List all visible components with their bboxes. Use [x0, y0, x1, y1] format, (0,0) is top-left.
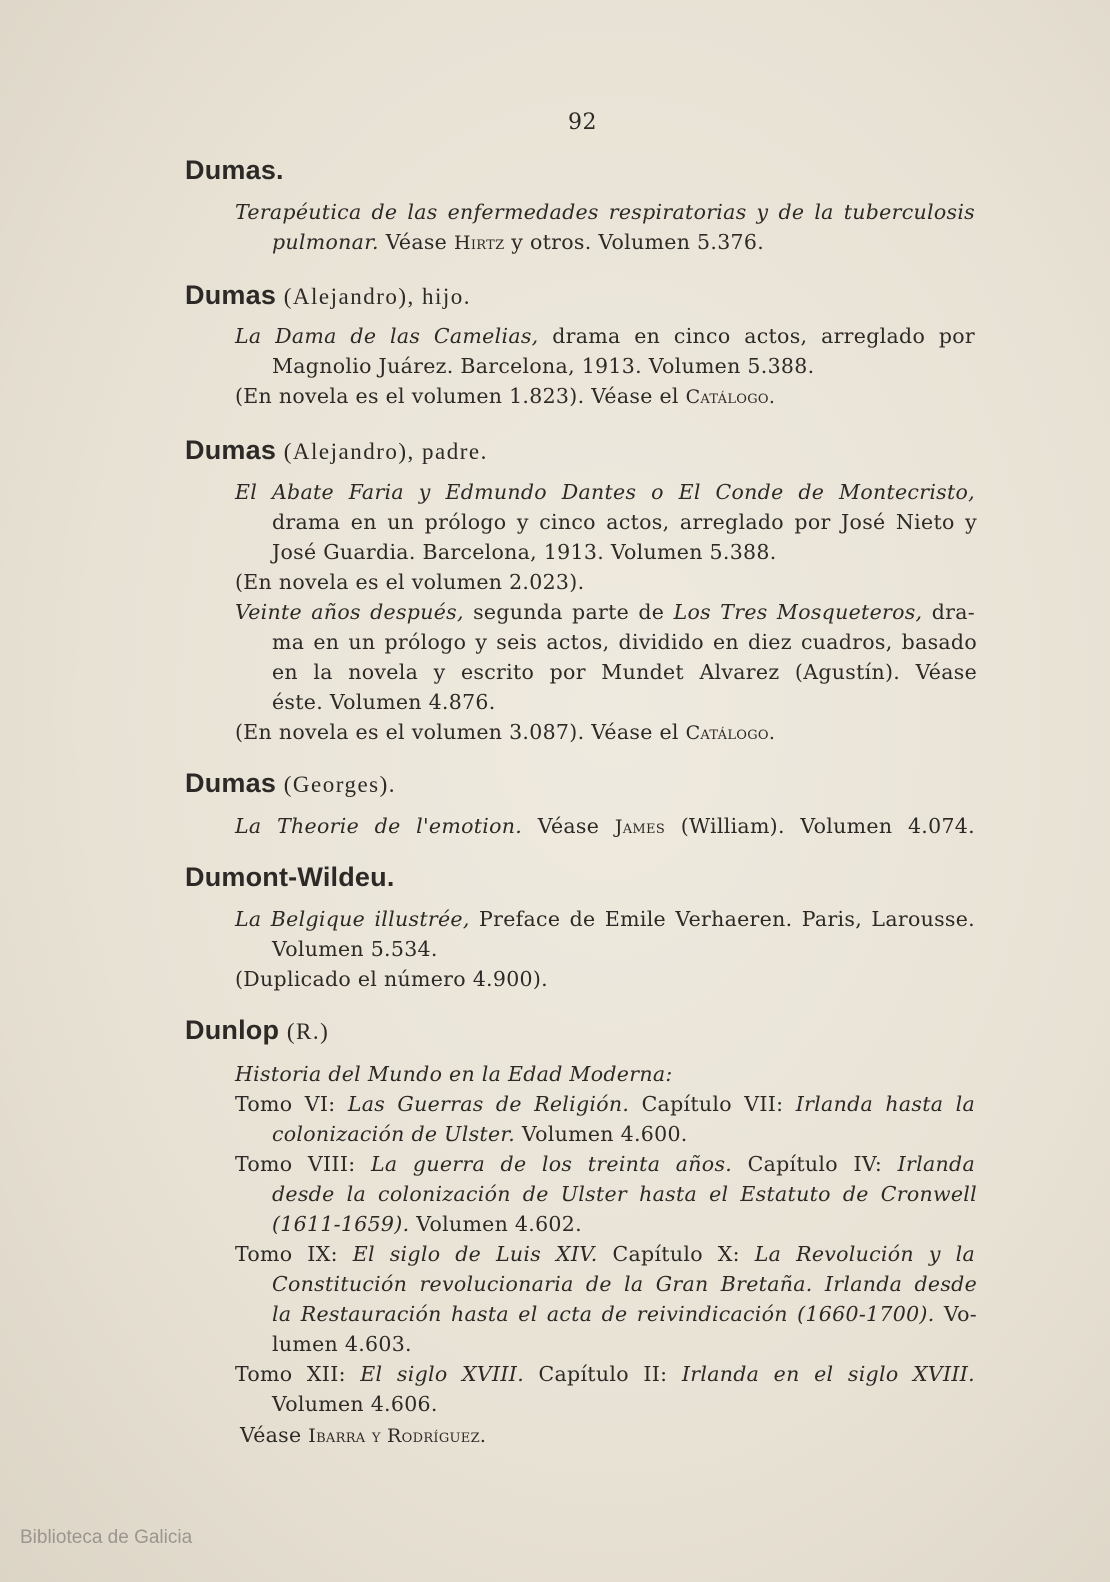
- entry-line: (En novela es el volumen 3.087). Véase el Catálogo.: [235, 720, 776, 744]
- entry-line: (1611-1659). Volumen 4.602.: [272, 1212, 582, 1236]
- entry-heading-dumont-wildeu: Dumont-Wildeu.: [185, 862, 395, 892]
- entry-line: Volumen 5.534.: [272, 937, 438, 961]
- entry-line: (En novela es el volumen 1.823). Véase el Catálogo.: [235, 384, 776, 408]
- entry-line: ma en un prólogo y seis actos, dividido en diez cuadros, basado: [272, 630, 977, 654]
- entry-line: Volumen 4.606.: [272, 1392, 438, 1416]
- footer-watermark: Biblioteca de Galicia: [20, 1527, 193, 1548]
- entry-line: pulmonar. Véase Hirtz y otros. Volumen 5.376.: [272, 230, 765, 254]
- entry-line: La Belgique illustrée, Preface de Emile Verhaeren. Paris, Larousse.: [235, 907, 975, 931]
- entry-line: La Dama de las Camelias, drama en cinco actos, arreglado por: [235, 324, 975, 348]
- entry-line: (Duplicado el número 4.900).: [235, 967, 548, 991]
- entry-line: colonización de Ulster. Volumen 4.600.: [272, 1122, 688, 1146]
- entry-line: Magnolio Juárez. Barcelona, 1913. Volumen 5.388.: [272, 354, 815, 378]
- entry-line: Tomo IX: El siglo de Luis XIV. Capítulo X: La Revolución y la: [235, 1242, 975, 1266]
- entry-line: drama en un prólogo y cinco actos, arreglado por José Nieto y: [272, 510, 977, 534]
- entry-line: Tomo VI: Las Guerras de Religión. Capítulo VII: Irlanda hasta la: [235, 1092, 975, 1116]
- entry-line: Historia del Mundo en la Edad Moderna:: [235, 1062, 673, 1086]
- entry-line: Tomo XII: El siglo XVIII. Capítulo II: Irlanda en el siglo XVIII.: [235, 1362, 975, 1386]
- entry-line: Véase Ibarra y Rodríguez.: [240, 1423, 487, 1447]
- entry-heading-dumas-hijo: Dumas (Alejandro), hijo.: [185, 280, 472, 310]
- entry-heading-dumas: Dumas.: [185, 155, 284, 185]
- entry-line: desde la colonización de Ulster hasta el Estatuto de Cronwell: [272, 1182, 977, 1206]
- entry-line: Terapéutica de las enfermedades respiratorias y de la tuberculosis: [235, 200, 975, 224]
- entry-heading-dumas-padre: Dumas (Alejandro), padre.: [185, 435, 488, 465]
- entry-line: Constitución revolucionaria de la Gran Bretaña. Irlanda desde: [272, 1272, 977, 1296]
- entry-line: Tomo VIII: La guerra de los treinta años. Capítulo IV: Irlanda: [235, 1152, 975, 1176]
- entry-line: El Abate Faria y Edmundo Dantes o El Conde de Montecristo,: [235, 480, 975, 504]
- entry-line: la Restauración hasta el acta de reivindicación (1660-1700). Vo-: [272, 1302, 977, 1326]
- entry-line: en la novela y escrito por Mundet Alvarez (Agustín). Véase: [272, 660, 977, 684]
- page-number: 92: [568, 110, 597, 135]
- entry-line: (En novela es el volumen 2.023).: [235, 570, 585, 594]
- entry-line: lumen 4.603.: [272, 1332, 412, 1356]
- entry-heading-dunlop: Dunlop (R.): [185, 1015, 330, 1045]
- entry-heading-dumas-georges: Dumas (Georges).: [185, 768, 397, 798]
- entry-line: éste. Volumen 4.876.: [272, 690, 496, 714]
- entry-line: Veinte años después, segunda parte de Los Tres Mosqueteros, dra-: [235, 600, 975, 624]
- entry-line: La Theorie de l'emotion. Véase James (William). Volumen 4.074.: [235, 814, 975, 838]
- entry-line: José Guardia. Barcelona, 1913. Volumen 5.388.: [272, 540, 777, 564]
